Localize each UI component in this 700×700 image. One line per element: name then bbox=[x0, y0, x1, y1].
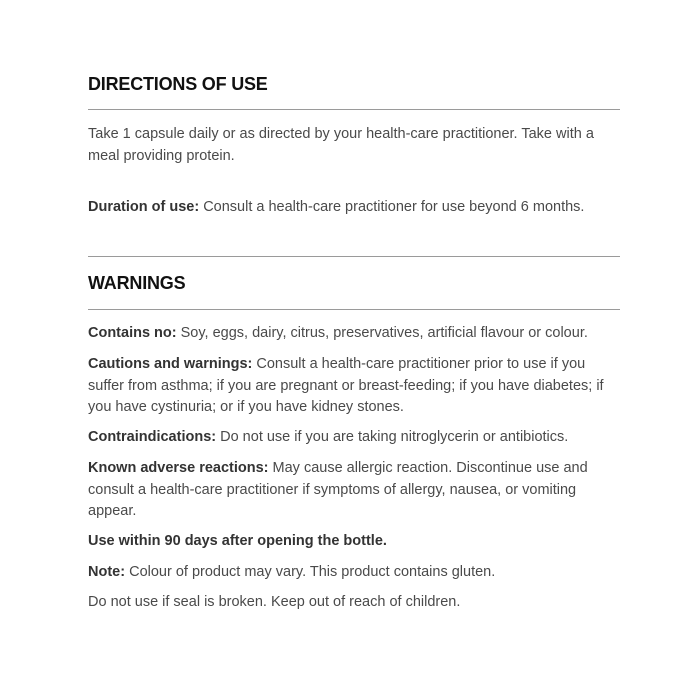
warnings-heading: WARNINGS bbox=[88, 273, 186, 293]
contraindications-label: Contraindications: bbox=[88, 429, 217, 445]
directions-heading: DIRECTIONS OF USE bbox=[88, 74, 268, 94]
dosage-text: Take 1 capsule daily or as directed by your health-care practitioner. Take with a meal providing protein. bbox=[88, 126, 594, 164]
duration-text: Consult a health-care practitioner for use beyond 6 months. bbox=[199, 199, 585, 215]
use-within-notice: Use within 90 days after opening the bottle. bbox=[88, 533, 387, 549]
contraindications-text: Do not use if you are taking nitroglycerin or antibiotics. bbox=[216, 429, 569, 445]
warnings-divider bbox=[88, 309, 620, 310]
adverse-label: Known adverse reactions: bbox=[88, 460, 269, 476]
cautions-text: Consult a health-care practitioner prior to use if you suffer from asthma; if you are pregnant or breast-feeding; if you have diabetes; if you have cystinuria; or if you have kidney stones. bbox=[88, 356, 604, 415]
cautions-label: Cautions and warnings: bbox=[88, 356, 253, 372]
section-divider bbox=[88, 256, 620, 257]
contains-no bbox=[88, 323, 620, 345]
known-adverse-reactions bbox=[88, 458, 620, 523]
contains-text: Soy, eggs, dairy, citrus, preservatives, artificial flavour or colour. bbox=[176, 325, 588, 341]
contains-label: Contains no: bbox=[88, 325, 177, 341]
note-label: Note: bbox=[88, 564, 126, 580]
duration-of-use bbox=[88, 197, 620, 219]
cautions-and-warnings bbox=[88, 354, 620, 419]
note bbox=[88, 562, 620, 584]
note-text: Colour of product may vary. This product contains gluten. bbox=[125, 564, 496, 580]
seal-warning: Do not use if seal is broken. Keep out of reach of children. bbox=[88, 594, 461, 610]
directions-divider bbox=[88, 109, 620, 110]
adverse-text: May cause allergic reaction. Discontinue use and consult a health-care practitioner if symptoms of allergy, nausea, or vomiting appear. bbox=[88, 460, 588, 519]
contraindications bbox=[88, 427, 620, 449]
duration-label: Duration of use: bbox=[88, 199, 200, 215]
